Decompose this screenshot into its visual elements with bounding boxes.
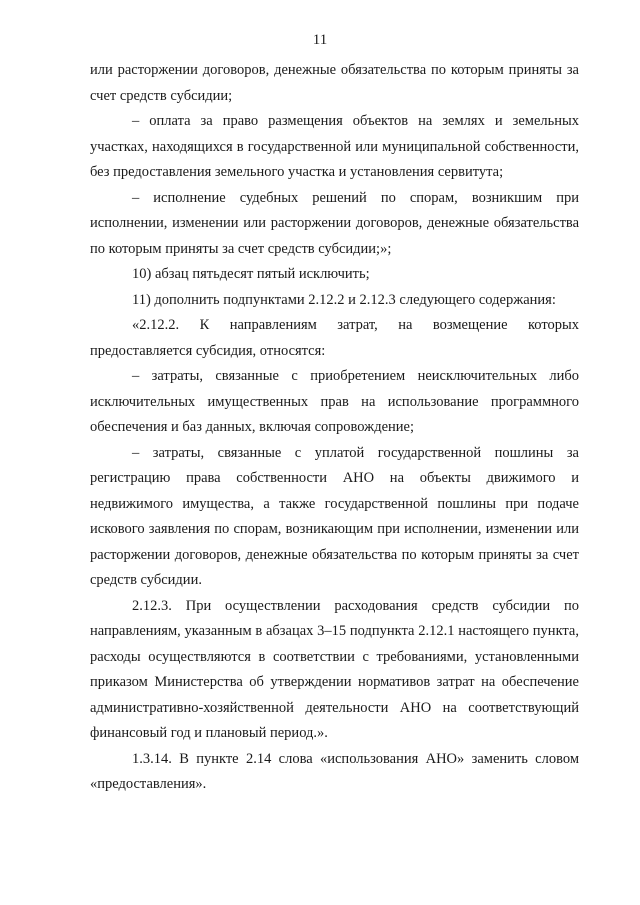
paragraph-4: 10) абзац пятьдесят пятый исключить; bbox=[132, 266, 370, 282]
paragraph-5: 11) дополнить подпунктами 2.12.2 и 2.12.3 следующего содержания: bbox=[132, 291, 556, 308]
page-number: 11 bbox=[312, 32, 328, 48]
paragraph-10: 1.3.14. В пункте 2.14 слова «использования АНО» заменить словом «предоставления». bbox=[90, 750, 579, 792]
paragraph-8: – затраты, связанные с уплатой государственной пошлины за регистрацию права собственности АНО на объекты движимого и недвижимого имущества, а также государственной пошлины при подаче искового заявления по спорам, возникающим при исполнении, изменении или расторжении договоров, денежные обязательства по которым приняты за счет средств субсидии. bbox=[90, 444, 579, 588]
paragraph-7: – затраты, связанные с приобретением неисключительных либо исключительных имущественных прав на использование программного обеспечения и баз данных, включая сопровождение; bbox=[90, 368, 579, 435]
paragraph-3: – исполнение судебных решений по спорам, возникшим при исполнении, изменении или расторжении договоров, денежные обязательства по которым приняты за счет средств субсидии;»; bbox=[90, 189, 579, 257]
paragraph-6: «2.12.2. К направлениям затрат, на возмещение которых предоставляется субсидия, относятся: bbox=[90, 317, 579, 359]
paragraph-1: или расторжении договоров, денежные обязательства по которым приняты за счет средств субсидии; bbox=[90, 62, 579, 104]
document-body bbox=[90, 58, 579, 798]
paragraph-2: – оплата за право размещения объектов на землях и земельных участках, находящихся в государственной или муниципальной собственности, без предоставления земельного участка и установления сервитута; bbox=[90, 113, 579, 180]
paragraph-9: 2.12.3. При осуществлении расходования средств субсидии по направлениям, указанным в абзацах 3–15 подпункта 2.12.1 настоящего пункта, расходы осуществляются в соответствии с требованиями, установленными приказом Министерства об утверждении нормативов затрат на обеспечение административно-хозяйственной деятельности АНО на соответствующий финансовый год и плановый период.». bbox=[90, 597, 579, 741]
